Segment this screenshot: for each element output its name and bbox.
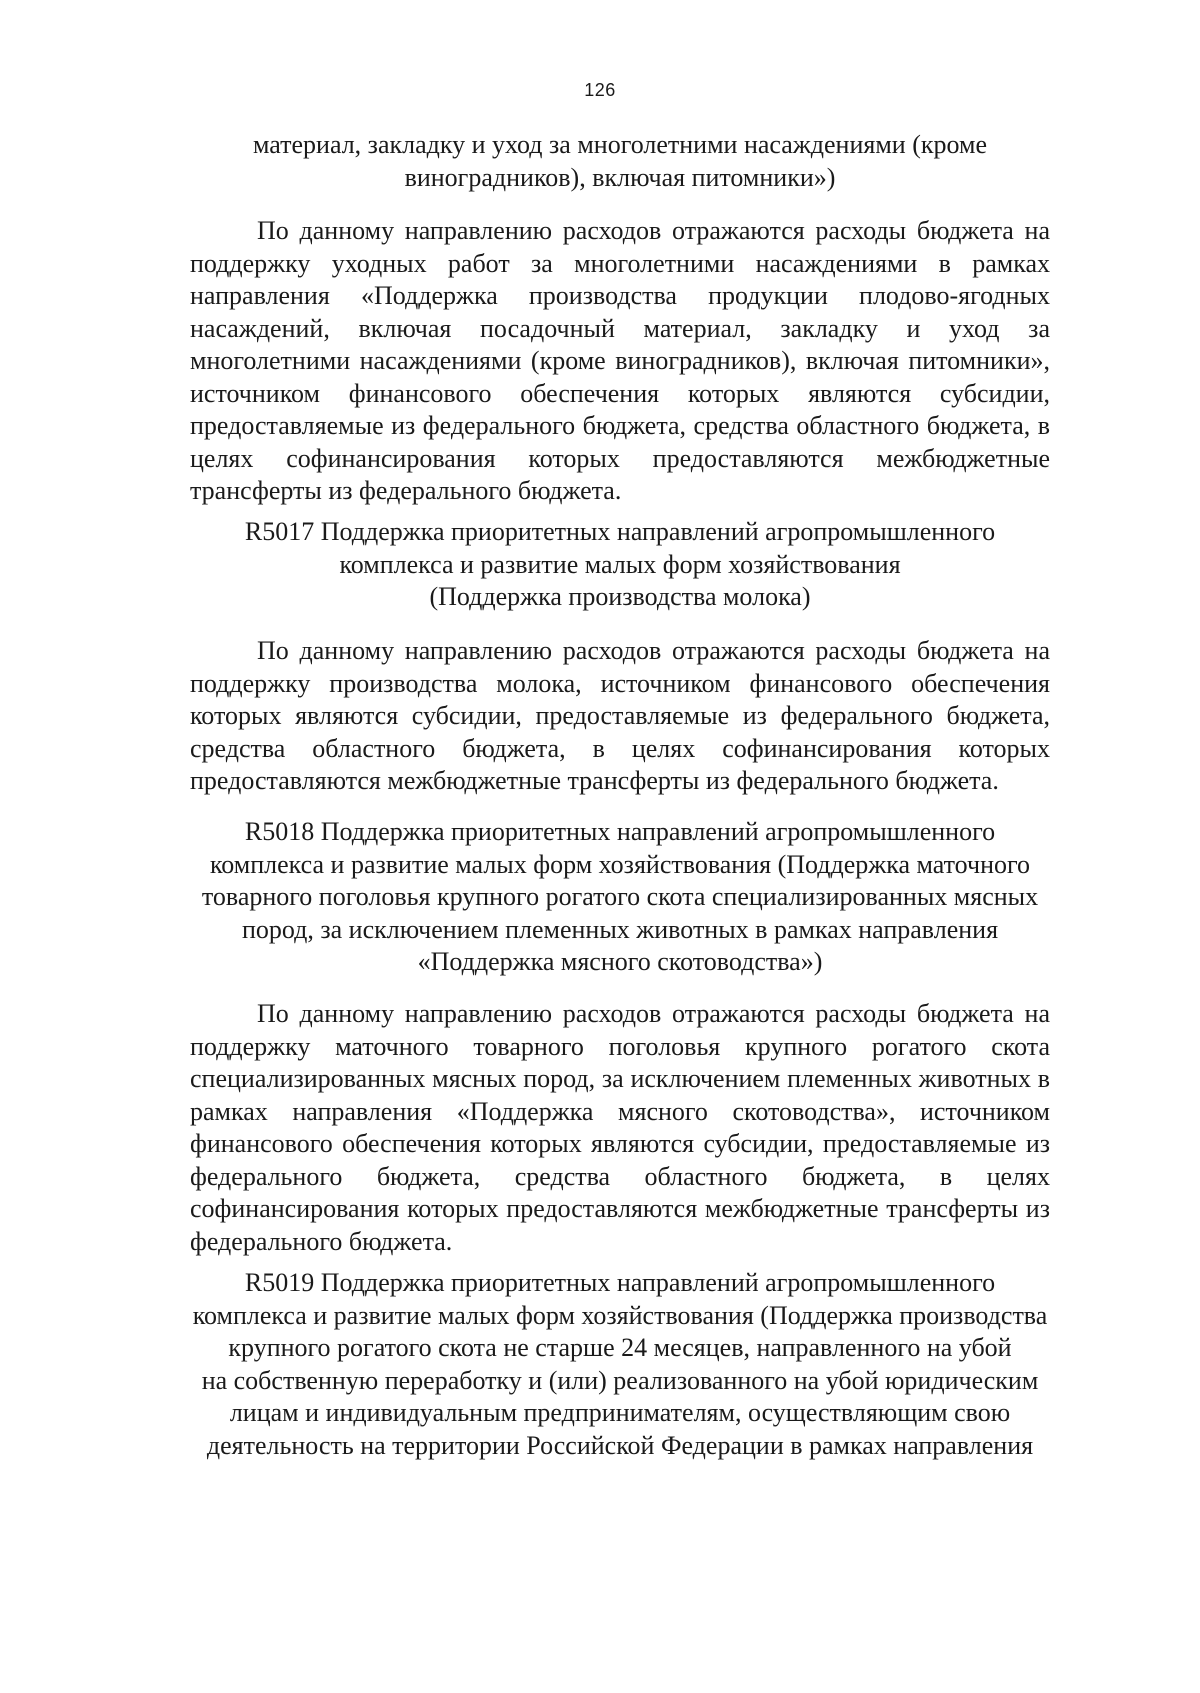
heading-r5019: R5019 Поддержка приоритетных направлений агропромышленного комплекса и развитие малых форм хозяйствования (Поддержка производства крупного рогатого скота не старше 24 месяцев, направленного на убой на собственную переработку и (или) реализованного на убой юридическим лицам и индивидуальным предпринимателям, осуществляющим свою деятельность на территории Российской Федерации в рамках направления (192, 1268, 1048, 1460)
heading-r5017: R5017 Поддержка приоритетных направлений агропромышленного комплекса и развитие малых форм хозяйствования (Поддержка производства молока) (244, 517, 996, 611)
page-number: 126 (584, 80, 616, 100)
paragraph-milk-production: По данному направлению расходов отражаются расходы бюджета на поддержку производства молока, источником финансового обеспечения которых являются субсидии, предоставляемые из федерального бюджета, средства областного бюджета, в целях софинансирования которых предоставляются межбюджетные трансферты из федерального бюджета. (190, 636, 1050, 795)
heading-continuation: материал, закладку и уход за многолетними насаждениями (кроме виноградников), включая питомники») (252, 130, 987, 192)
heading-r5018: R5018 Поддержка приоритетных направлений агропромышленного комплекса и развитие малых форм хозяйствования (Поддержка маточного товарного поголовья крупного рогатого скота специализированных мясных пород, за исключением племенных животных в рамках направления «Поддержка мясного скотоводства») (201, 817, 1039, 976)
paragraph-beef-cattle: По данному направлению расходов отражаются расходы бюджета на поддержку маточного товарного поголовья крупного рогатого скота специализированных мясных пород, за исключением племенных животных в рамках направления «Поддержка мясного скотоводства», источником финансового обеспечения которых являются субсидии, предоставляемые из федерального бюджета, средства областного бюджета, в целях софинансирования которых предоставляются межбюджетные трансферты из федерального бюджета. (190, 999, 1050, 1256)
paragraph-fruit-berry-support: По данному направлению расходов отражаются расходы бюджета на поддержку уходных работ за многолетними насаждениями в рамках направления «Поддержка производства продукции плодово-ягодных насаждений, включая посадочный материал, закладку и уход за многолетними насаждениями (кроме виноградников), включая питомники», источником финансового обеспечения которых являются субсидии, предоставляемые из федерального бюджета, средства областного бюджета, в целях софинансирования которых предоставляются межбюджетные трансферты из федерального бюджета. (190, 216, 1050, 505)
